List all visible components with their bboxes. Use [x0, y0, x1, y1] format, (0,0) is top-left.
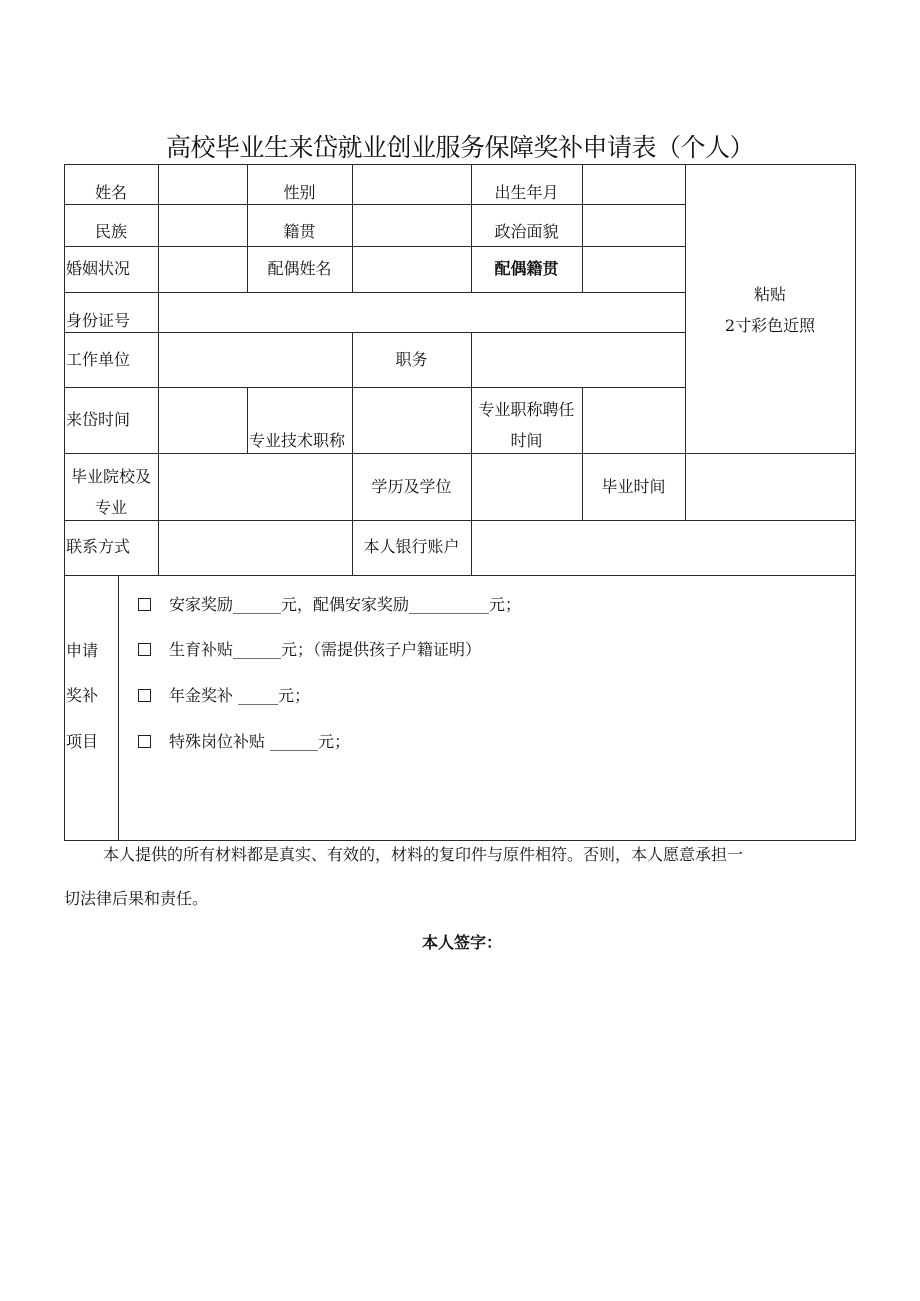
- label-degree: 学历及学位: [371, 477, 452, 496]
- apply-item[interactable]: [138, 639, 481, 661]
- label-tech-title: 专业技术职称: [249, 431, 346, 450]
- declaration-line1: 本人提供的所有材料都是真实、有效的，材料的复印件与原件相符。否则，本人愿意承担一: [103, 845, 744, 864]
- label-political-status: 政治面貌: [494, 222, 559, 241]
- label-work-unit: 工作单位: [66, 350, 131, 369]
- apply-label-line1: 申请: [66, 641, 99, 660]
- checkbox[interactable]: [138, 598, 151, 611]
- apply-item[interactable]: [138, 594, 521, 616]
- label-bank-account: 本人银行账户: [363, 537, 460, 556]
- declaration-line2: 切法律后果和责任。: [64, 889, 209, 908]
- checkbox[interactable]: [138, 689, 151, 702]
- label-spouse-native-place: 配偶籍贯: [494, 259, 559, 278]
- checkbox[interactable]: [138, 735, 151, 748]
- label-title-hire-line1: 专业职称聘任: [478, 400, 575, 419]
- label-spouse-name: 配偶姓名: [267, 259, 332, 278]
- label-arrival-time: 来岱时间: [66, 410, 131, 429]
- label-native-place: 籍贯: [283, 222, 316, 241]
- checkbox[interactable]: [138, 643, 151, 656]
- photo-label-line1: 粘贴: [753, 285, 786, 304]
- label-marital-status: 婚姻状况: [66, 259, 131, 278]
- signature-label: 本人签字：: [422, 933, 503, 952]
- apply-item-text: 特殊岗位补贴 ______元；: [169, 732, 351, 751]
- label-position: 职务: [395, 350, 428, 369]
- apply-item[interactable]: [138, 685, 310, 707]
- label-name: 姓名: [94, 183, 127, 202]
- label-grad-time: 毕业时间: [601, 477, 666, 496]
- apply-item-text: 安家奖励______元，配偶安家奖励__________元；: [169, 595, 522, 614]
- apply-label-line2: 奖补: [66, 686, 99, 705]
- apply-item[interactable]: [138, 731, 350, 753]
- label-gender: 性别: [283, 183, 316, 202]
- form-title: 高校毕业生来岱就业创业服务保障奖补申请表（个人）: [165, 133, 754, 162]
- label-ethnicity: 民族: [94, 222, 127, 241]
- label-school-line2: 专业: [94, 498, 127, 517]
- label-id-number: 身份证号: [66, 311, 131, 330]
- label-contact: 联系方式: [66, 537, 131, 556]
- apply-label-line3: 项目: [66, 732, 99, 751]
- label-birth-date: 出生年月: [494, 183, 559, 202]
- photo-label-line2: 2寸彩色近照: [724, 316, 816, 335]
- apply-item-text: 年金奖补 _____元；: [169, 686, 311, 705]
- label-school-line1: 毕业院校及: [70, 467, 151, 486]
- apply-item-text: 生育补贴______元；（需提供孩子户籍证明）: [169, 640, 482, 659]
- label-title-hire-line2: 时间: [510, 431, 543, 450]
